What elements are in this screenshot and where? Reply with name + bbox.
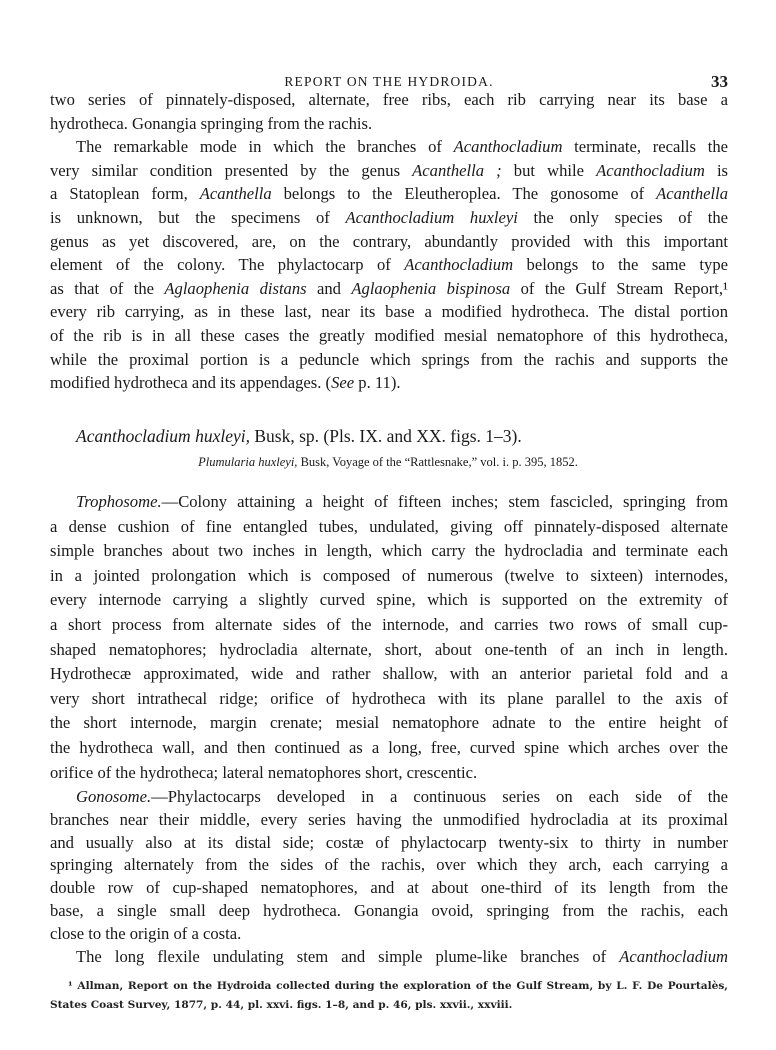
text-line	[50, 736, 728, 761]
italic-text: Acanthocladium	[404, 255, 514, 275]
text-run: Busk, Voyage of the “Rattlesnake,” vol. i. p. 395, 1852.	[297, 455, 578, 469]
text-run: genus as yet discovered, are, on the contrary, abundantly provided with this important	[50, 231, 728, 251]
text-line	[50, 996, 728, 1015]
text-run: The remarkable mode in which the branches of	[76, 137, 454, 157]
italic-text: Plumularia huxleyi,	[198, 455, 298, 469]
text-line	[50, 711, 728, 736]
text-run: as that of the	[50, 278, 165, 298]
text-run: of the Gulf Stream Report,¹	[510, 278, 728, 298]
text-line	[50, 182, 728, 206]
italic-text: Acanthocladium	[453, 137, 563, 157]
running-title: REPORT ON THE HYDROIDA.	[284, 74, 494, 89]
text-line	[50, 348, 728, 372]
text-run: a dense cushion of fine entangled tubes, undulated, giving off pinnately-disposed alternate	[50, 516, 728, 536]
paragraph-block-intro	[50, 88, 728, 395]
text-line	[50, 761, 728, 786]
text-run: —Colony attaining a height of fifteen inches; stem fascicled, springing from	[161, 492, 728, 511]
text-line	[50, 112, 728, 136]
italic-text: Acanthella ;	[412, 160, 502, 180]
text-run: a short process from alternate sides of the internode, and carries two rows of small cup-	[50, 614, 728, 634]
page-number: 33	[711, 72, 728, 91]
text-run: the hydrotheca wall, and then continued as a long, free, curved spine which arches over the	[50, 737, 728, 757]
italic-text: Aglaophenia distans	[164, 278, 307, 298]
text-line	[50, 515, 728, 540]
synonym-citation	[0, 455, 776, 470]
text-line	[50, 371, 728, 395]
text-run: and	[306, 278, 352, 298]
text-line	[50, 277, 728, 301]
italic-text: Acanthella	[656, 184, 728, 204]
text-run: belongs to the Eleutheroplea. The gonosome of	[271, 184, 657, 204]
text-run: of the rib is in all these cases the greatly modified mesial nematophore of this hydrotheca,	[50, 325, 728, 345]
text-run: States Coast Survey, 1877, p. 44, pl. xxvi. figs. 1–8, and p. 46, pls. xxvii., xxviii.	[50, 999, 513, 1011]
text-line	[50, 946, 728, 969]
text-run: but while	[501, 160, 597, 180]
text-run: simple branches about two inches in length, which carry the hydrocladia and terminate each	[50, 541, 728, 561]
text-line	[50, 662, 728, 687]
text-run: springing alternately from the sides of the rachis, over which they arch, each carrying a	[50, 855, 728, 875]
text-run: shaped nematophores; hydrocladia alternate, short, about one-tenth of an inch in length.	[50, 639, 728, 659]
text-run: every internode carrying a slightly curved spine, which is supported on the extremity of	[50, 590, 728, 610]
italic-text: Acanthocladium	[596, 160, 705, 180]
species-heading	[76, 426, 522, 447]
text-run: the only species of the	[517, 207, 728, 227]
text-run: belongs to the same type	[513, 255, 728, 275]
italic-text: See	[331, 373, 355, 393]
text-line	[50, 135, 728, 159]
italic-text: Acanthocladium huxleyi	[345, 207, 518, 227]
text-run: in a jointed prolongation which is composed of numerous (twelve to sixteen) internodes,	[50, 565, 728, 585]
text-line	[50, 809, 728, 832]
text-line	[50, 490, 728, 515]
text-run: branches near their middle, every series having the unmodified hydrocladia at its proximal	[50, 809, 728, 829]
text-run: very short intrathecal ridge; orifice of hydrotheca with its plane parallel to the axis of	[50, 688, 728, 708]
text-line	[50, 253, 728, 277]
text-run: close to the origin of a costa.	[50, 923, 242, 943]
text-run: a Statoplean form,	[50, 184, 200, 204]
text-run: Busk, sp. (Pls. IX. and XX. figs. 1–3).	[249, 426, 522, 446]
text-run: Hydrothecæ approximated, wide and rather shallow, with an anterior parietal fold and a	[50, 664, 728, 684]
text-run: The long flexile undulating stem and simple plume-like branches of	[76, 946, 620, 966]
text-line	[50, 300, 728, 324]
text-line	[50, 588, 728, 613]
text-run: ¹ Allman, Report on the Hydroida collected during the exploration of the Gulf Stream, by L. F. De Pourtalès,	[68, 980, 728, 992]
text-line	[50, 977, 728, 996]
text-line	[50, 877, 728, 900]
text-line	[50, 88, 728, 112]
italic-text: Aglaophenia bispinosa	[351, 278, 511, 298]
paragraph-gonosome	[50, 786, 728, 968]
text-line	[50, 539, 728, 564]
text-run: hydrotheca. Gonangia springing from the rachis.	[50, 113, 373, 133]
text-run: very similar condition presented by the genus	[50, 160, 413, 180]
paragraph-trophosome	[50, 490, 728, 785]
text-run: while the proximal portion is a peduncle which springs from the rachis and supports the	[50, 349, 728, 369]
text-line	[50, 159, 728, 183]
text-line	[50, 854, 728, 877]
italic-text: Acanthocladium huxleyi,	[76, 426, 250, 446]
text-line	[50, 832, 728, 855]
text-run: base, a single small deep hydrotheca. Gonangia ovoid, springing from the rachis, each	[50, 900, 728, 920]
text-line	[50, 230, 728, 254]
text-run: and usually also at its distal side; costæ of phylactocarp twenty-six to thirty in number	[50, 832, 728, 852]
text-run: —Phylactocarps developed in a continuous series on each side of the	[151, 787, 728, 806]
text-run: is unknown, but the specimens of	[50, 207, 346, 227]
text-run: element of the colony. The phylactocarp of	[50, 255, 405, 275]
text-run: the short internode, margin crenate; mesial nematophore adnate to the entire height of	[50, 713, 728, 733]
text-run: p. 11).	[354, 373, 401, 393]
italic-text: Trophosome.	[76, 492, 162, 511]
italic-text: Acanthella	[199, 184, 272, 204]
text-line	[50, 687, 728, 712]
text-line	[50, 923, 728, 946]
text-line	[50, 613, 728, 638]
text-run: double row of cup-shaped nematophores, and at about one-third of its length from the	[50, 878, 728, 898]
text-line	[50, 324, 728, 348]
text-run: modified hydrotheca and its appendages. (	[50, 373, 332, 393]
text-run: every rib carrying, as in these last, near its base a modified hydrotheca. The distal portion	[50, 302, 728, 322]
text-line	[50, 786, 728, 809]
text-run: orifice of the hydrotheca; lateral nematophores short, crescentic.	[50, 762, 478, 782]
text-run: terminate, recalls the	[562, 137, 728, 157]
footnote	[50, 977, 728, 1015]
italic-text: Gonosome.	[76, 787, 152, 806]
text-line	[50, 206, 728, 230]
text-run: is	[704, 160, 728, 180]
text-line	[50, 638, 728, 663]
text-run: two series of pinnately-disposed, alternate, free ribs, each rib carrying near its base a	[50, 90, 728, 109]
italic-text: Acanthocladium	[619, 946, 728, 966]
text-line	[50, 564, 728, 589]
text-line	[50, 900, 728, 923]
